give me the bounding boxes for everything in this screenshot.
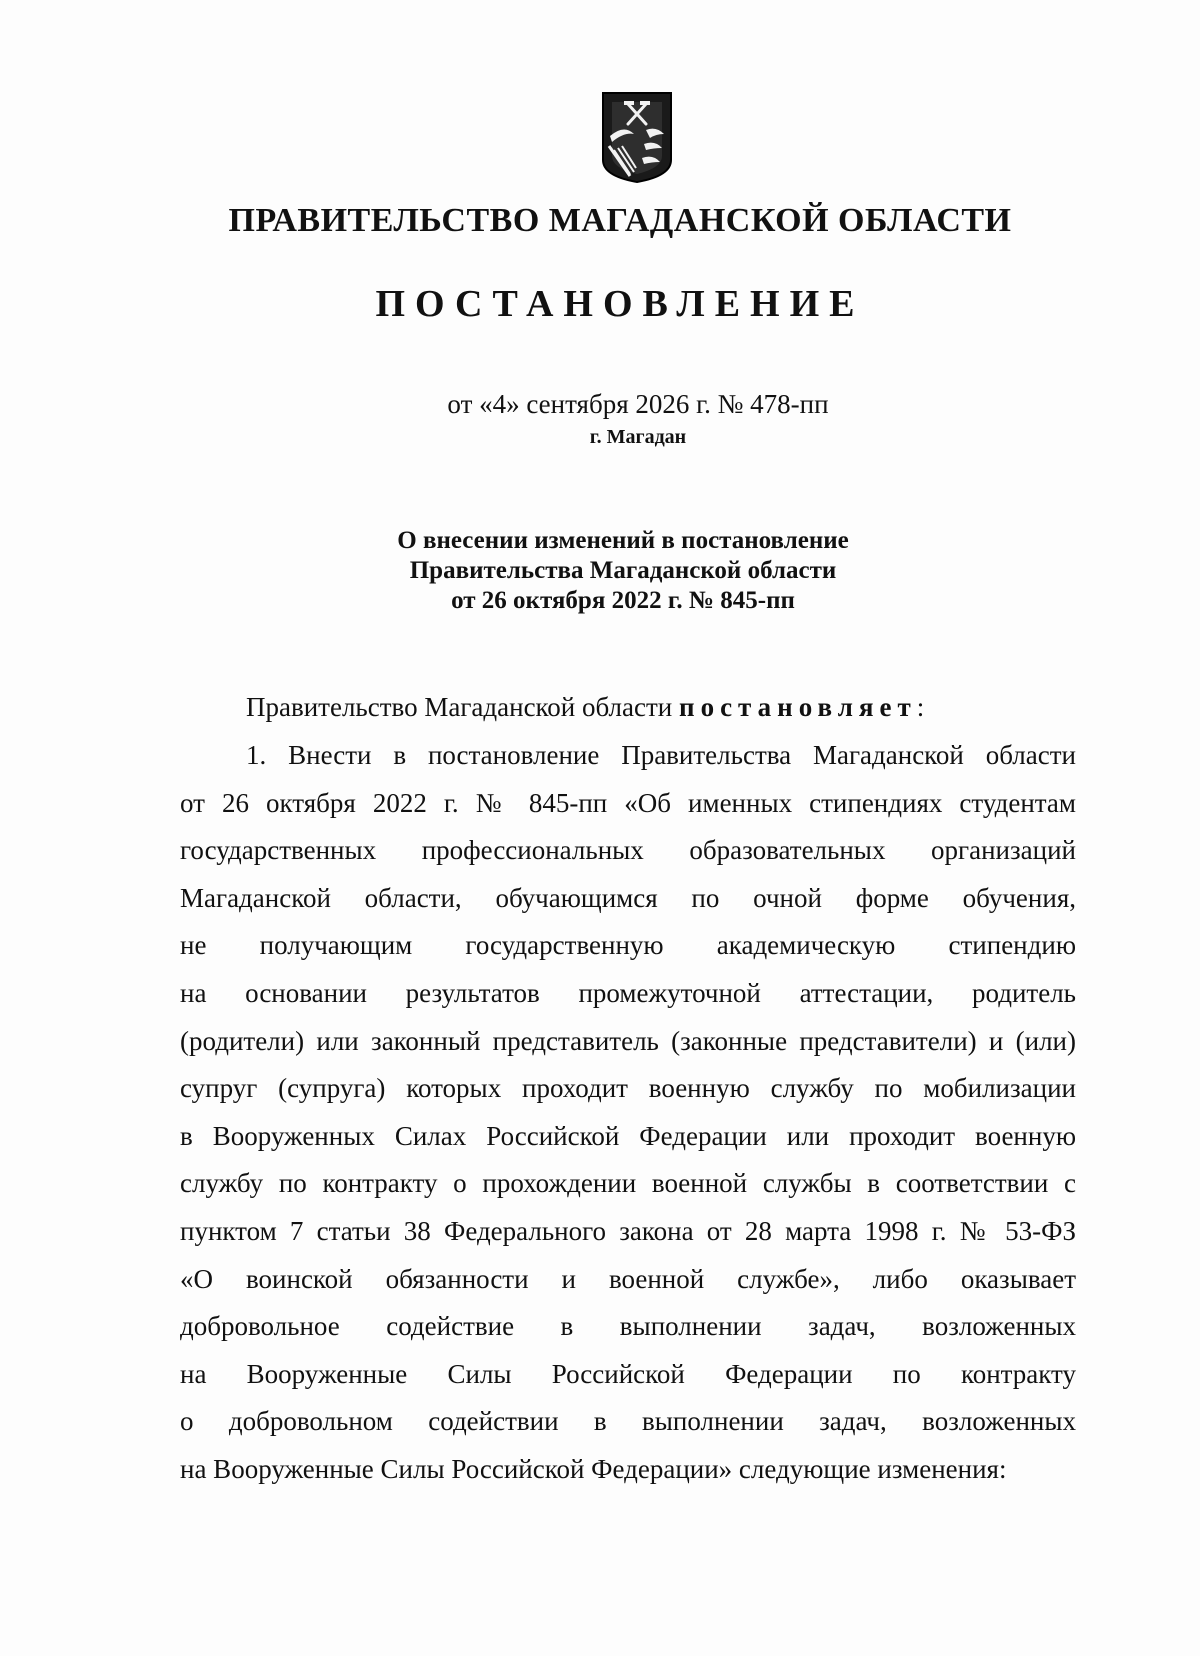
- body-line: (родители) или законный представитель (законные представители) и (или): [180, 1025, 1076, 1056]
- body-line: Магаданской области, обучающимся по очной форме обучения,: [180, 882, 1076, 913]
- subject-line: от 26 октября 2022 г. № 845-пп: [451, 587, 795, 614]
- body-line: на Вооруженные Силы Российской Федерации» следующие изменения:: [180, 1453, 1007, 1484]
- body-line: пунктом 7 статьи 38 Федерального закона от 28 марта 1998 г. № 53-ФЗ: [180, 1215, 1076, 1246]
- body-paragraph: [180, 732, 1076, 1494]
- coat-of-arms-icon: [600, 90, 674, 184]
- preamble-prefix: Правительство Магаданской области: [246, 692, 680, 722]
- preamble-suffix: :: [916, 692, 925, 722]
- body-line: службу по контракту о прохождении военной службы в соответствии с: [180, 1168, 1076, 1199]
- document-subject: [0, 526, 1200, 616]
- preamble: [246, 692, 924, 723]
- subject-line: Правительства Магаданской области: [409, 557, 837, 584]
- subject-line: О внесении изменений в постановление: [397, 527, 849, 554]
- body-line: добровольное содействие в выполнении задач, возложенных: [180, 1311, 1076, 1342]
- body-line: 1. Внести в постановление Правительства Магаданской области: [246, 740, 1076, 770]
- document-date-number: от «4» сентября 2026 г. № 478-пп: [447, 389, 829, 419]
- body-line: от 26 октября 2022 г. № 845-пп «Об именных стипендиях студентам: [180, 787, 1076, 818]
- body-line: «О воинской обязанности и военной службе», либо оказывает: [180, 1263, 1076, 1294]
- body-line: государственных профессиональных образовательных организаций: [180, 835, 1076, 866]
- body-line: в Вооруженных Силах Российской Федерации или проходит военную: [180, 1120, 1076, 1151]
- body-line: не получающим государственную академическую стипендию: [180, 930, 1076, 961]
- document-city: г. Магадан: [589, 426, 687, 448]
- body-line: о добровольном содействии в выполнении задач, возложенных: [180, 1406, 1076, 1437]
- body-line: супруг (супруга) которых проходит военную службу по мобилизации: [180, 1073, 1076, 1104]
- document-type-title: ПОСТАНОВЛЕНИЕ: [375, 283, 865, 325]
- preamble-keyword: постановляет: [679, 692, 917, 722]
- body-line: на основании результатов промежуточной аттестации, родитель: [180, 977, 1076, 1008]
- body-line: на Вооруженные Силы Российской Федерации по контракту: [180, 1358, 1076, 1389]
- organization-title: ПРАВИТЕЛЬСТВО МАГАДАНСКОЙ ОБЛАСТИ: [228, 202, 1012, 239]
